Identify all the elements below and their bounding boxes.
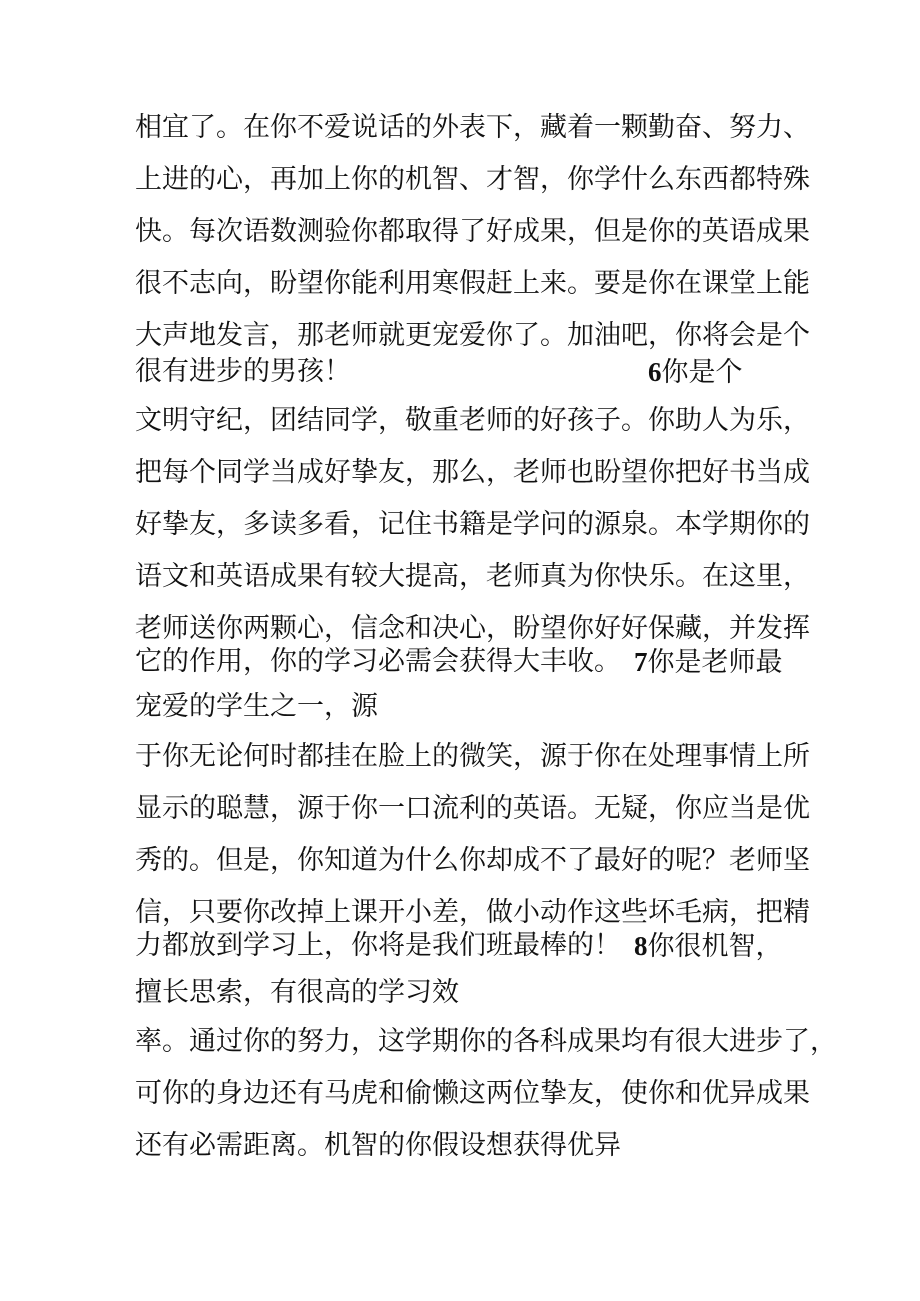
text-line: 于你无论何时都挂在脸上的微笑，源于你在处理事情上所 bbox=[135, 741, 810, 772]
item-number-8: 8你很机智， bbox=[634, 931, 783, 962]
text-line: 显示的聪慧，源于你一口流利的英语。无疑，你应当是优 bbox=[135, 793, 810, 824]
text-line: 信，只要你改掉上课开小差，做小动作这些坏毛病，把精 bbox=[135, 897, 810, 928]
item-number-7: 7你是老师最 bbox=[634, 647, 783, 678]
text-line: 很不志向，盼望你能利用寒假赶上来。要是你在课堂上能 bbox=[135, 268, 810, 299]
item-number-6: 6你是个 bbox=[648, 357, 743, 388]
text-line: 老师送你两颗心，信念和决心，盼望你好好保藏，并发挥 bbox=[135, 613, 810, 644]
text-line: 率。通过你的努力，这学期你的各科成果均有很大进步了， bbox=[135, 1026, 837, 1057]
text-line: 相宜了。在你不爱说话的外表下，藏着一颗勤奋、努力、 bbox=[135, 112, 810, 143]
text-line: 它的作用，你的学习必需会获得大丰收。 bbox=[135, 646, 621, 677]
text-line: 宠爱的学生之一，源 bbox=[135, 691, 378, 722]
text-line: 语文和英语成果有较大提高，老师真为你快乐。在这里， bbox=[135, 561, 810, 592]
text-line: 好挚友，多读多看，记住书籍是学问的源泉。本学期你的 bbox=[135, 509, 810, 540]
text-line: 大声地发言，那老师就更宠爱你了。加油吧，你将会是个 bbox=[135, 320, 810, 351]
text-line: 上进的心，再加上你的机智、才智，你学什么东西都特殊 bbox=[135, 164, 810, 195]
text-line: 很有进步的男孩！ bbox=[135, 356, 351, 387]
text-line: 力都放到学习上，你将是我们班最棒的！ bbox=[135, 930, 621, 961]
text-line: 快。每次语数测验你都取得了好成果，但是你的英语成果 bbox=[135, 216, 810, 247]
text-line: 秀的。但是，你知道为什么你却成不了最好的呢？老师坚 bbox=[135, 845, 810, 876]
text-line: 还有必需距离。机智的你假设想获得优异 bbox=[135, 1130, 621, 1161]
text-line: 文明守纪，团结同学，敬重老师的好孩子。你助人为乐， bbox=[135, 405, 810, 436]
text-line: 擅长思索，有很高的学习效 bbox=[135, 977, 459, 1008]
text-line: 把每个同学当成好挚友，那么，老师也盼望你把好书当成 bbox=[135, 457, 810, 488]
text-line: 可你的身边还有马虎和偷懒这两位挚友，使你和优异成果 bbox=[135, 1078, 810, 1109]
